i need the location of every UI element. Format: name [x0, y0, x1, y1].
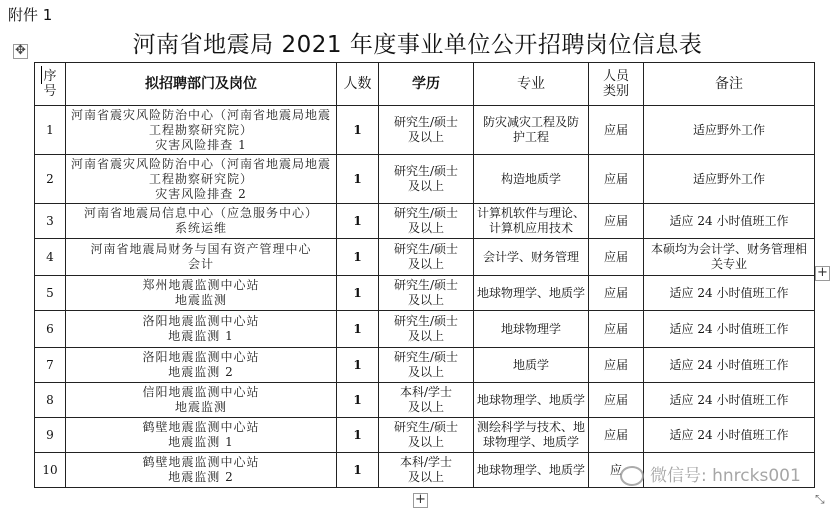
cell-count: 1	[337, 311, 379, 348]
cell-edu: 研究生/硕士 及以上	[379, 348, 474, 383]
cell-edu: 研究生/硕士 及以上	[379, 276, 474, 311]
cell-count: 1	[337, 348, 379, 383]
cell-note: 适应 24 小时值班工作	[644, 348, 815, 383]
cell-edu: 本科/学士 及以上	[379, 383, 474, 418]
cell-major: 地球物理学	[474, 311, 589, 348]
text-cursor	[41, 66, 42, 84]
cell-seq: 4	[35, 239, 66, 276]
cell-seq: 1	[35, 106, 66, 155]
cell-count: 1	[337, 239, 379, 276]
cell-seq: 3	[35, 204, 66, 239]
cell-note: 适应野外工作	[644, 106, 815, 155]
cell-category: 应	[589, 453, 644, 488]
cell-category: 应届	[589, 418, 644, 453]
watermark-text: 微信号: hnrcks001	[650, 466, 801, 486]
cell-count: 1	[337, 276, 379, 311]
wechat-icon	[620, 466, 644, 486]
cell-seq: 7	[35, 348, 66, 383]
cell-major: 地质学	[474, 348, 589, 383]
cell-dept: 河南省地震局信息中心（应急服务中心） 系统运维	[66, 204, 337, 239]
table-resize-handle-icon[interactable]: ⤡	[815, 492, 825, 506]
cell-seq: 8	[35, 383, 66, 418]
cell-edu: 研究生/硕士 及以上	[379, 106, 474, 155]
cell-edu: 研究生/硕士 及以上	[379, 204, 474, 239]
cell-edu: 研究生/硕士 及以上	[379, 311, 474, 348]
cell-dept: 洛阳地震监测中心站 地震监测 2	[66, 348, 337, 383]
cell-note: 适应 24 小时值班工作	[644, 418, 815, 453]
table-move-handle-icon[interactable]: ✥	[13, 44, 28, 59]
cell-note: 适应 24 小时值班工作	[644, 204, 815, 239]
cell-category: 应届	[589, 239, 644, 276]
cell-seq: 10	[35, 453, 66, 488]
cell-major: 测绘科学与技术、地 球物理学、地质学	[474, 418, 589, 453]
cell-category: 应届	[589, 204, 644, 239]
cell-note: 适应野外工作	[644, 155, 815, 204]
cell-dept: 河南省地震局财务与国有资产管理中心 会计	[66, 239, 337, 276]
cell-edu: 研究生/硕士 及以上	[379, 239, 474, 276]
table-row	[35, 276, 815, 311]
cell-note: 适应 24 小时值班工作	[644, 311, 815, 348]
recruitment-table	[34, 62, 815, 488]
attachment-label: 附件 1	[8, 6, 53, 24]
cell-note: 适应 24 小时值班工作	[644, 383, 815, 418]
cell-note: 适应 24 小时值班工作	[644, 276, 815, 311]
cell-dept: 洛阳地震监测中心站 地震监测 1	[66, 311, 337, 348]
cell-category: 应届	[589, 311, 644, 348]
cell-category: 应届	[589, 276, 644, 311]
cell-dept: 郑州地震监测中心站 地震监测	[66, 276, 337, 311]
cell-note: 本硕均为会计学、财务管理相关专业	[644, 239, 815, 276]
cell-major: 会计学、财务管理	[474, 239, 589, 276]
table-row	[35, 418, 815, 453]
cell-category: 应届	[589, 348, 644, 383]
header-count: 人数	[337, 63, 379, 106]
cell-dept: 河南省震灾风险防治中心（河南省地震局地震 工程勘察研究院） 灾害风险排查 1	[66, 106, 337, 155]
cell-major: 构造地质学	[474, 155, 589, 204]
cell-count: 1	[337, 204, 379, 239]
header-edu: 学历	[379, 63, 474, 106]
add-column-button[interactable]: +	[815, 266, 830, 281]
header-seq: 序 号	[35, 63, 66, 106]
table-row	[35, 311, 815, 348]
cell-count: 1	[337, 453, 379, 488]
cell-major: 地球物理学、地质学	[474, 276, 589, 311]
cell-edu: 本科/学士 及以上	[379, 453, 474, 488]
cell-count: 1	[337, 106, 379, 155]
cell-seq: 2	[35, 155, 66, 204]
cell-edu: 研究生/硕士 及以上	[379, 418, 474, 453]
cell-category: 应届	[589, 155, 644, 204]
table-row	[35, 204, 815, 239]
header-category: 人员 类别	[589, 63, 644, 106]
add-row-button[interactable]: +	[413, 493, 428, 508]
cell-major: 计算机软件与理论、 计算机应用技术	[474, 204, 589, 239]
cell-major: 地球物理学、地质学	[474, 383, 589, 418]
cell-dept: 信阳地震监测中心站 地震监测	[66, 383, 337, 418]
table-row	[35, 155, 815, 204]
cell-seq: 9	[35, 418, 66, 453]
watermark	[620, 461, 801, 486]
cell-seq: 5	[35, 276, 66, 311]
cell-count: 1	[337, 155, 379, 204]
table-row	[35, 383, 815, 418]
cell-major: 防灾减灾工程及防 护工程	[474, 106, 589, 155]
cell-dept: 鹤壁地震监测中心站 地震监测 2	[66, 453, 337, 488]
cell-category: 应届	[589, 383, 644, 418]
cell-count: 1	[337, 418, 379, 453]
header-major: 专业	[474, 63, 589, 106]
table-header-row	[35, 63, 815, 106]
cell-category: 应届	[589, 106, 644, 155]
table-row	[35, 239, 815, 276]
cell-seq: 6	[35, 311, 66, 348]
cell-dept: 鹤壁地震监测中心站 地震监测 1	[66, 418, 337, 453]
header-note: 备注	[644, 63, 815, 106]
table-row	[35, 106, 815, 155]
header-dept: 拟招聘部门及岗位	[66, 63, 337, 106]
cell-count: 1	[337, 383, 379, 418]
table-row	[35, 348, 815, 383]
cell-dept: 河南省震灾风险防治中心（河南省地震局地震 工程勘察研究院） 灾害风险排查 2	[66, 155, 337, 204]
cell-major: 地球物理学、地质学	[474, 453, 589, 488]
page-title: 河南省地震局 2021 年度事业单位公开招聘岗位信息表	[132, 32, 703, 58]
cell-edu: 研究生/硕士 及以上	[379, 155, 474, 204]
